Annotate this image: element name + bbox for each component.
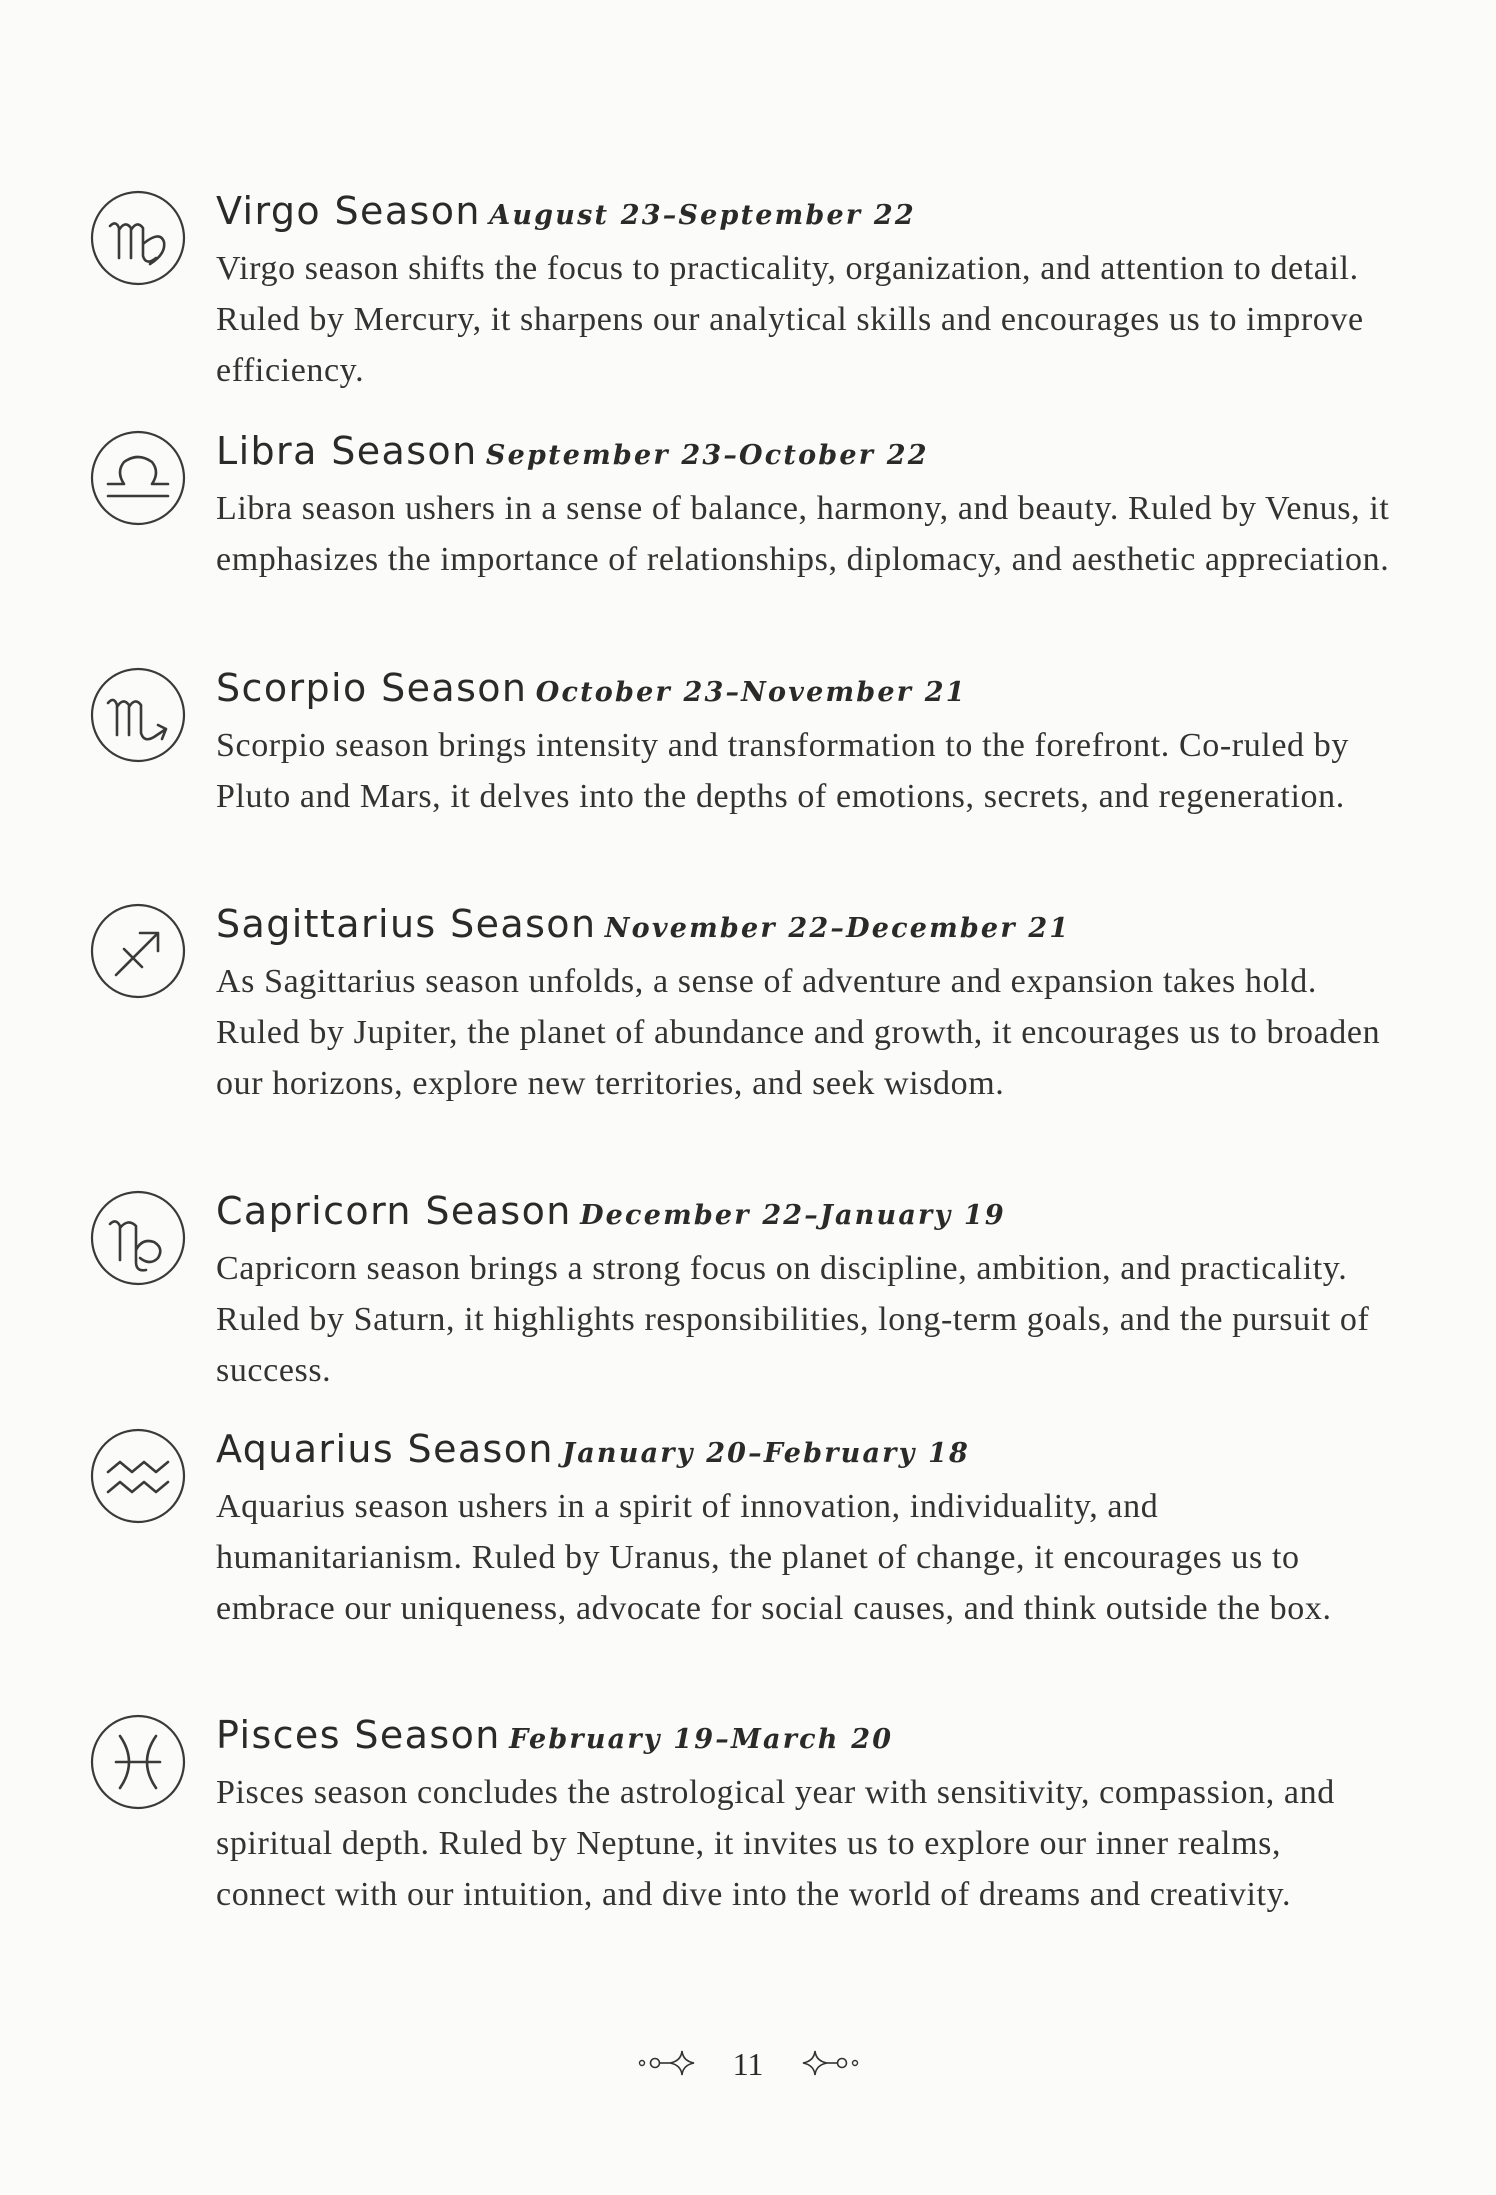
- sagittarius-icon: [86, 899, 190, 1003]
- season-description: Libra season ushers in a sense of balance, harmony, and beauty. Ruled by Venus, it emphasizes the importance of relationships, diplomacy, and aesthetic appreciation.: [216, 490, 1390, 578]
- capricorn-icon: [86, 1186, 190, 1290]
- page-folio: [0, 2046, 1496, 2096]
- libra-icon: [86, 426, 190, 530]
- scorpio-icon: [86, 663, 190, 767]
- season-dates: December 22–January 19: [580, 1200, 1006, 1231]
- virgo-icon: [86, 186, 190, 290]
- season-heading: [216, 1424, 1391, 1479]
- aquarius-icon: [86, 1424, 190, 1528]
- pisces-icon: [86, 1710, 190, 1814]
- season-name: Libra Season: [216, 429, 478, 473]
- season-heading: [216, 1186, 1391, 1241]
- season-name: Capricorn Season: [216, 1189, 572, 1233]
- season-heading: [216, 186, 1391, 241]
- season-dates: October 23–November 21: [535, 677, 967, 708]
- page-number: 11: [732, 2046, 764, 2082]
- season-description: Capricorn season brings a strong focus on discipline, ambition, and practicality. Ruled by Saturn, it highlights responsibilities, long-term goals, and the pursuit of success.: [216, 1250, 1370, 1389]
- season-description: Scorpio season brings intensity and transformation to the forefront. Co-ruled by Pluto and Mars, it delves into the depths of emotions, secrets, and regeneration.: [216, 727, 1349, 815]
- season-description: Virgo season shifts the focus to practicality, organization, and attention to detail. Ruled by Mercury, it sharpens our analytical skills and encourages us to improve efficiency.: [216, 250, 1364, 389]
- season-heading: [216, 899, 1391, 954]
- season-dates: January 20–February 18: [562, 1438, 971, 1469]
- season-heading: [216, 1710, 1391, 1765]
- season-description: Aquarius season ushers in a spirit of innovation, individuality, and humanitarianism. Ruled by Uranus, the planet of change, it encourages us to embrace our uniqueness, advocate for social causes, and think outside the box.: [216, 1488, 1332, 1627]
- season-description: Pisces season concludes the astrological year with sensitivity, compassion, and spiritual depth. Ruled by Neptune, it invites us to explore our inner realms, connect with our intuition, and dive into the world of dreams and creativity.: [216, 1774, 1335, 1913]
- star-ornament-icon: [791, 2048, 861, 2082]
- season-description: As Sagittarius season unfolds, a sense of adventure and expansion takes hold. Ruled by Jupiter, the planet of abundance and growth, it encourages us to broaden our horizons, explore new territories, and seek wisdom.: [216, 963, 1381, 1102]
- star-ornament-icon: [636, 2048, 706, 2082]
- season-name: Sagittarius Season: [216, 902, 597, 946]
- season-name: Pisces Season: [216, 1713, 501, 1757]
- season-name: Virgo Season: [216, 189, 481, 233]
- season-dates: September 23–October 22: [485, 440, 929, 471]
- season-heading: [216, 663, 1391, 718]
- season-dates: August 23–September 22: [489, 200, 916, 231]
- season-heading: [216, 426, 1391, 481]
- season-name: Aquarius Season: [216, 1427, 554, 1471]
- season-dates: November 22–December 21: [604, 913, 1071, 944]
- season-name: Scorpio Season: [216, 666, 528, 710]
- season-dates: February 19–March 20: [509, 1724, 894, 1755]
